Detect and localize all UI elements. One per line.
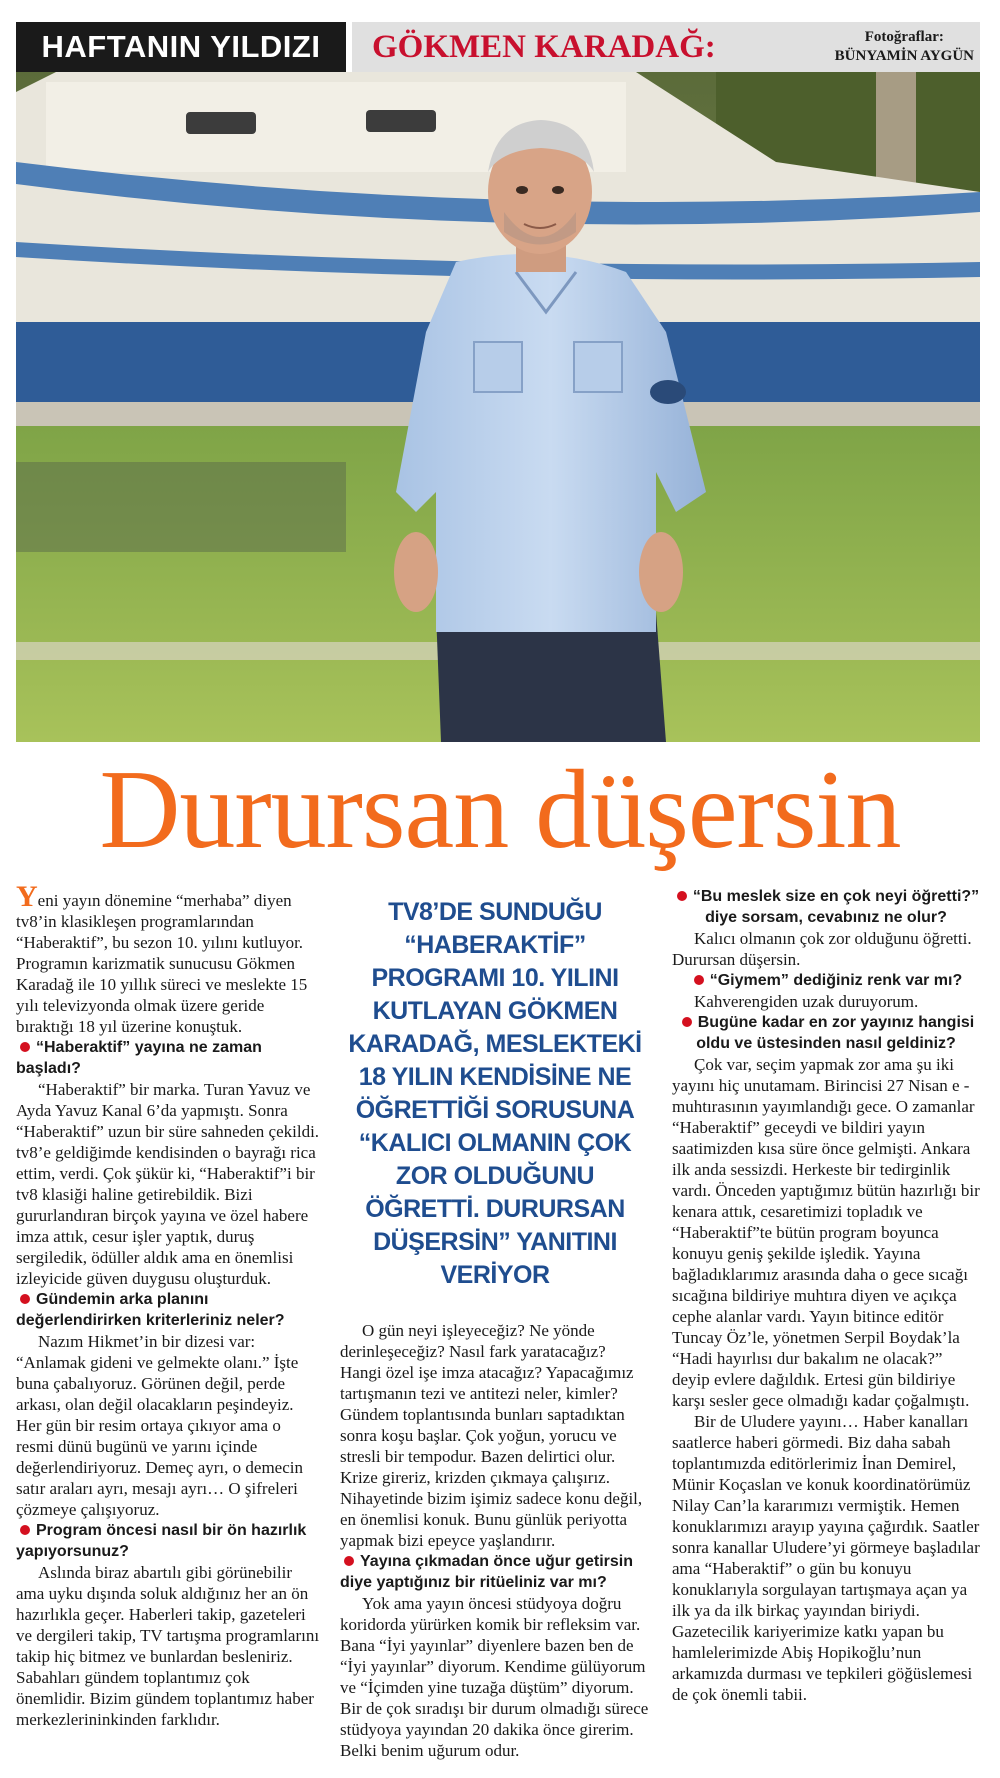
article-column-3 bbox=[672, 886, 980, 1705]
section-label: HAFTANIN YILDIZI bbox=[16, 22, 346, 72]
answer-5: Kalıcı olmanın çok zor olduğunu öğretti. Durursan düşersin. bbox=[672, 929, 972, 969]
question-4: Yayına çıkmadan önce uğur getirsin diye yaptığınız bir ritüeliniz var mı? bbox=[340, 1553, 633, 1591]
question-2: Gündemin arka planını değerlendirirken kriterleriniz neler? bbox=[16, 1291, 285, 1329]
header-name-band bbox=[352, 22, 980, 72]
photo-credit-name: BÜNYAMİN AYGÜN bbox=[834, 48, 974, 64]
question-5: “Bu meslek size en çok neyi öğretti?” diye sorsam, cevabınız ne olur? bbox=[672, 886, 980, 928]
article-column-2 bbox=[340, 886, 650, 1761]
pull-quote: TV8’DE SUNDUĞU “HABERAKTİF” PROGRAMI 10. YILINI KUTLAYAN GÖKMEN KARADAĞ, MESLEKTEKİ 18 YILIN KENDİSİNE NE ÖĞRETTİĞİ SORUSUNA “KALICI OLMANIN ÇOK ZOR OLDUĞUNU ÖĞRETTİ. DURURSAN DÜŞERSİN” YANITINI VERİYOR bbox=[348, 898, 642, 1289]
bullet-icon bbox=[677, 891, 687, 901]
article-column-1 bbox=[16, 880, 322, 1730]
portrait-photo bbox=[16, 72, 980, 742]
headline: Durursan düşersin bbox=[99, 748, 901, 872]
answer-6: Kahverengiden uzak duruyorum. bbox=[694, 992, 919, 1011]
answer-7: Çok var, seçim yapmak zor ama şu iki yayını hiç unutamam. Birincisi 27 Nisan e - muhtırasının yayımlandığı gece. O zamanlar “Haberaktif” geceydi ve bildiri yayın saatimizden kısa süre önce gelmişti. Ankara ilk anda sessizdi. Herkeste bir tedirginlik vardı. Önceden yaptığımız bütün hazırlığı bir kenara attık, cesaretimizi topladık ve “Haberaktif”te bütün program boyunca konuyu geniş şekilde işledik. Yayına bağladıklarımız arasında daha o gece sıcağı sıcağına bildiriye muhtıra diyen ve açıkça cephe alanlar vardı. Yayın bitince editör Tuncay Öz’le, yönetmen Serpil Boydak’la “Hadi hayırlısı dur bakalım ne olacak?” deyip evlere dağıldık. Ertesi gün bildiriye karşı sesler gece olmadığı kadar çoğalmıştı. bbox=[672, 1055, 980, 1410]
answer-3: Aslında biraz abartılı gibi görünebilir ama uyku dışında soluk aldığınız her an ön hazırlıkla geçer. Haberleri takip, gazeteleri ve dergileri takip, TV tartışma programlarını takip hiç bitmez ve bunlardan besleniriz. Sabahları gündem toplantımız çok önemlidir. Bizim gündem toplantımız haber merkezlerininkinden farklıdır. bbox=[16, 1563, 320, 1729]
bullet-icon bbox=[20, 1042, 30, 1052]
answer-3-continued: O gün neyi işleyeceğiz? Ne yönde derinleşeceğiz? Nasıl fark yaratacağız? Hangi özel işe imza atacağız? Yapacağımız tartışmanın tezi ve antitezi neler, kimler? Gündem toplantısında bunları saptadıktan sonra koşu başlar. Çok yoğun, yorucu ve stresli bir tempodur. Bazen delirtici olur. Krize gireriz, krizden çıkmaya çalışırız. Nihayetinde bizim işimiz sadece konu değil, en önemlisi konuk. Bunu günlük periyotta yapmak bizi epeyce yaşlandırır. bbox=[340, 1321, 643, 1550]
question-6: “Giymem” dediğiniz renk var mı? bbox=[672, 970, 980, 991]
intro-text: eni yayın dönemine “merhaba” diyen tv8’in klasikleşen programlarından “Haberaktif”, bu sezon 10. yılını kutluyor. Programın karizmatik sunucusu Gökmen Karadağ ile 10 yıllık süreci ve meslekte 15 yılı televizyonda olmak üzere geride bıraktığı 18 yıl üzerine konuştuk. bbox=[16, 891, 308, 1036]
dropcap: Y bbox=[16, 880, 38, 913]
bullet-icon bbox=[694, 975, 704, 985]
answer-2: Nazım Hikmet’in bir dizesi var: “Anlamak gideni ve gelmekte olanı.” İşte buna çabalıyoruz. Görünen değil, perde arkası, olan değil olacakların peşindeyiz. Her gün bir resim ortaya çıkıyor ama o resmi dünü bugünü ve yarını içinde değerlendiriyoruz. Demeç ayrı, o demecin satır araları ayrı, mesajı ayrı… O şifreleri çözmeye çalışıyoruz. bbox=[16, 1332, 303, 1519]
bullet-icon bbox=[20, 1525, 30, 1535]
question-1: “Haberaktif” yayına ne zaman başladı? bbox=[16, 1039, 262, 1077]
bullet-icon bbox=[344, 1556, 354, 1566]
section-header bbox=[16, 22, 980, 72]
intro-paragraph bbox=[16, 880, 322, 1037]
interviewee-name: GÖKMEN KARADAĞ: bbox=[372, 29, 716, 65]
question-3: Program öncesi nasıl bir ön hazırlık yapıyorsunuz? bbox=[16, 1522, 307, 1560]
answer-8: Bir de Uludere yayını… Haber kanalları saatlerce haberi görmedi. Biz daha sabah toplantımızda editörlerimiz İnan Demirel, Münir Koçaslan ve konuk koordinatörümüz Nilay Can’la kararımızı vermiştik. Hemen konuklarımızı arayıp yayına çağırdık. Saatler sonra kanallar Uludere’yi görmeye başladılar ama “Haberaktif” o gün bu konuyu konuklarıyla sorgulayan tartışmaya açan ya ilk ya da ilk birkaç yayından biriydi. Gazetecilik kariyerimize katkı yapan bu hamlelerimizde Abiş Hopikoğlu’nun arkamızda durması ve tepkileri göğüslemesi de çok önemli tabii. bbox=[672, 1412, 980, 1704]
answer-1: “Haberaktif” bir marka. Turan Yavuz ve Ayda Yavuz Kanal 6’da yapmıştı. Sonra “Haberaktif” uzun bir süre sahneden çekildi. tv8’e geldiğimde kendisinden o bayrağı rica ettim, verdi. Çok şükür ki, “Haberaktif”i bir tv8 klasiği haline getirebildik. Bizi gururlandıran birçok yayına ve özel habere imza attık, cesur işler yaptık, duruş sergiledik, ödüller aldık ama en önemlisi izleyicide güven duygusu oluşturduk. bbox=[16, 1080, 320, 1288]
bullet-icon bbox=[20, 1294, 30, 1304]
photo-credit bbox=[835, 28, 974, 66]
question-7: Bugüne kadar en zor yayınız hangisi oldu ve üstesinden nasıl geldiniz? bbox=[672, 1012, 980, 1054]
bullet-icon bbox=[682, 1017, 692, 1027]
answer-4: Yok ama yayın öncesi stüdyoya doğru koridorda yürürken komik bir refleksim var. Bana “İyi yayınlar” diyenlere bazen ben de “İyi yayınlar” diyorum. Kendime gülüyorum ve “İçimden yine tuzağa düştüm” diyorum. Bir de çok sıradışı bir durum olmadığı sürece stüdyoya yayından 20 dakika önce girerim. Belki benim uğurum odur. bbox=[340, 1594, 649, 1760]
photo-credit-label: Fotoğraflar: bbox=[864, 29, 944, 45]
